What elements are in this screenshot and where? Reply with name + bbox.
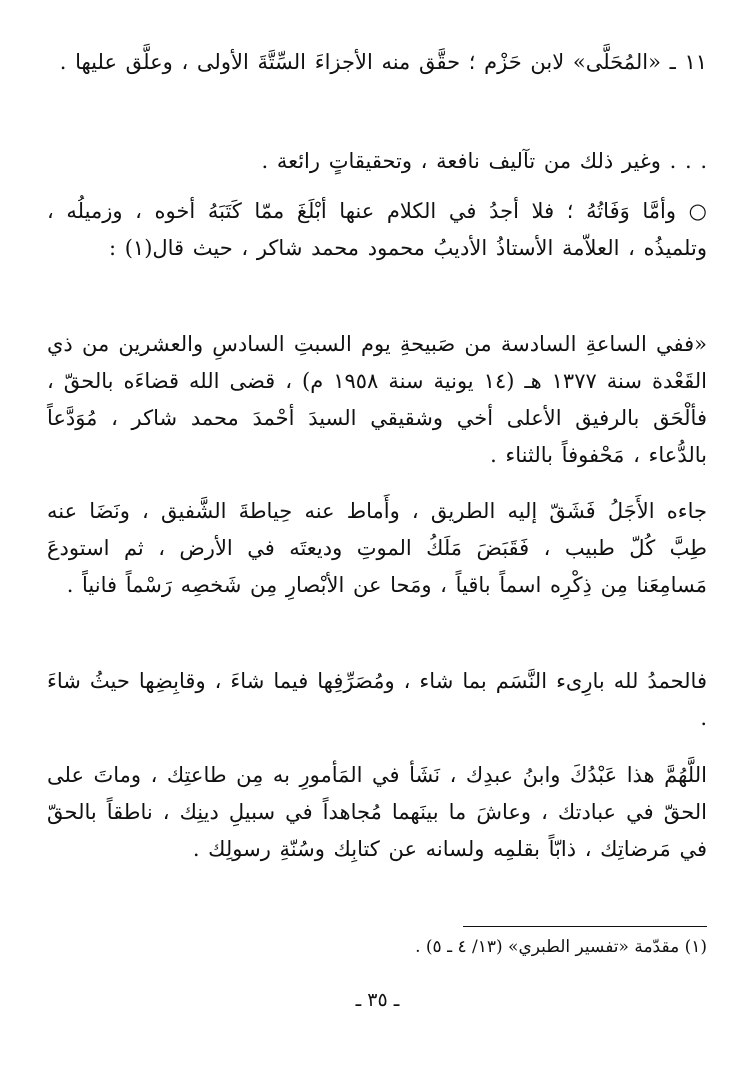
page-number: ـ ٣٥ ـ	[355, 989, 400, 1011]
paragraph-other-works: . . . وغير ذلك من تآليف نافعة ، وتحقيقاتٍ رائعة .	[261, 149, 707, 173]
paragraph-death-intro: ○ وأمَّا وَفَاتُهُ ؛ فلا أجدُ في الكلام عنها أبْلَغَ ممّا كَتَبَهُ أخوه ، وزميلُه ، وتلميذُه ، العلاّمة الأستاذُ الأديبُ محمود محمد شاكر ، حيث قال(١) :	[47, 199, 707, 260]
paragraph-quote-date: «ففي الساعةِ السادسة من صَبيحةِ يوم السبتِ السادسِ والعشرين من ذي القَعْدة سنة ١٣٧٧ هـ (١٤ يونية سنة ١٩٥٨ م) ، قضى الله قضاءَه بالحقّ ، فألْحَق بالرفيق الأعلى أخي وشقيقي السيدَ أحْمدَ محمد شاكر ، مُوَدَّعاً بالدُّعاء ، مَحْفوفاً بالثناء .	[47, 332, 707, 467]
footnote-divider	[463, 926, 707, 927]
paragraph-quote-ajal: جاءه الأَجَلُ فَشَقّ إليه الطريق ، وأَماط عنه حِياطةَ الشَّفيق ، ونَضَا عنه طِبَّ كُلّ طبيب ، فَقَبَضَ مَلَكُ الموتِ وديعتَه في الأرض ، ثم استودعَ مَسامِعَنا مِن ذِكْرِه اسماً باقياً ، ومَحا عن الأبْصارِ مِن شَخصِه رَسْماً فانياً .	[47, 499, 707, 597]
paragraph-quote-hamd: فالحمدُ لله بارِىء النَّسَم بما شاء ، ومُصَرِّفِها فيما شاءَ ، وقابِضِها حيثُ شاءَ .	[47, 669, 707, 730]
paragraph-quote-dua: اللَّهُمَّ هذا عَبْدُكَ وابنُ عبدِك ، نَشَأ في المَأمورِ به مِن طاعتِك ، وماتَ على الحقّ في عبادتك ، وعاشَ ما بينَهما مُجاهداً في سبيلِ دينِك ، ناطقاً بالحقّ في مَرضاتِك ، ذابّاً بقلمِه ولسانه عن كتابِك وسُنّةِ رسولِك .	[47, 763, 707, 861]
footnote: (١) مقدّمة «تفسير الطبري» (١٣/ ٤ ـ ٥) .	[415, 937, 707, 957]
paragraph-item-11: ١١ ـ «المُحَلَّى» لابن حَزْم ؛ حقَّق منه الأجزاءَ السِّتَّةَ الأولى ، وعلَّق عليها .	[59, 50, 707, 74]
